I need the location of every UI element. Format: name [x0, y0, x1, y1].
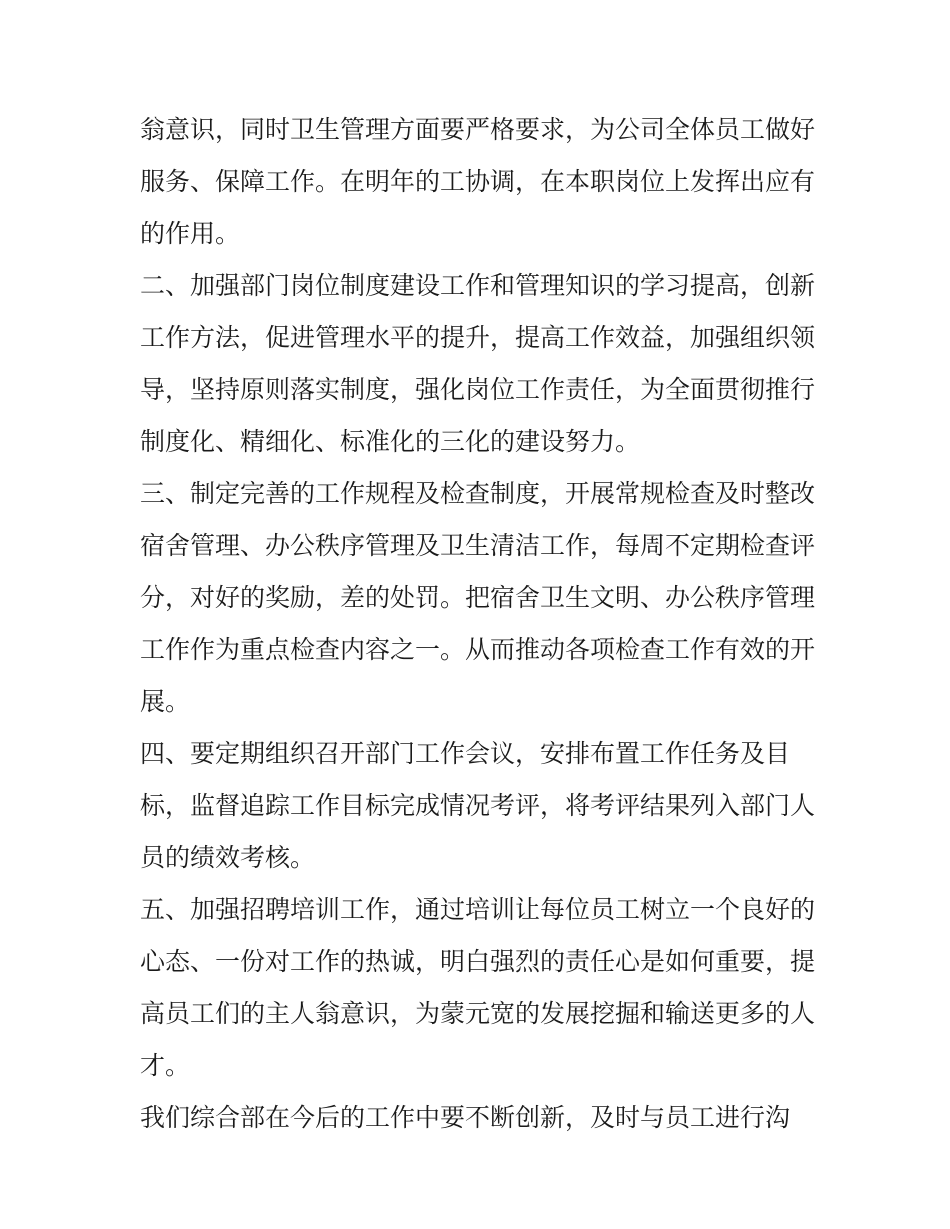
text-line: 导，坚持原则落实制度，强化岗位工作责任，为全面贯彻推行	[140, 375, 816, 404]
text-line: 五、加强招聘培训工作，通过培训让每位员工树立一个良好的	[140, 895, 816, 924]
text-line: 高员工们的主人翁意识，为蒙元宽的发展挖掘和输送更多的人	[140, 999, 816, 1028]
text-line: 三、制定完善的工作规程及检查制度，开展常规检查及时整改	[140, 479, 816, 508]
text-line: 我们综合部在今后的工作中要不断创新，及时与员工进行沟	[140, 1103, 791, 1132]
text-line: 员的绩效考核。	[140, 843, 316, 872]
text-line: 才。	[140, 1051, 191, 1080]
text-line: 分，对好的奖励，差的处罚。把宿舍卫生文明、办公秩序管理	[140, 583, 816, 612]
text-line: 宿舍管理、办公秩序管理及卫生清洁工作，每周不定期检查评	[140, 531, 816, 560]
text-line: 展。	[140, 687, 191, 716]
text-line: 四、要定期组织召开部门工作会议，安排布置工作任务及目	[140, 739, 791, 768]
text-line: 工作方法，促进管理水平的提升，提高工作效益，加强组织领	[140, 323, 816, 352]
text-line: 工作作为重点检查内容之一。从而推动各项检查工作有效的开	[140, 635, 816, 664]
text-line: 制度化、精细化、标准化的三化的建设努力。	[140, 427, 641, 456]
text-line: 服务、保障工作。在明年的工协调，在本职岗位上发挥出应有	[140, 167, 816, 196]
text-line: 二、加强部门岗位制度建设工作和管理知识的学习提高，创新	[140, 271, 816, 300]
document-body	[140, 104, 820, 1144]
text-line: 标，监督追踪工作目标完成情况考评，将考评结果列入部门人	[140, 791, 816, 820]
text-line: 的作用。	[140, 219, 241, 248]
text-line: 心态、一份对工作的热诚，明白强烈的责任心是如何重要，提	[140, 947, 816, 976]
text-line: 翁意识，同时卫生管理方面要严格要求，为公司全体员工做好	[140, 115, 816, 144]
